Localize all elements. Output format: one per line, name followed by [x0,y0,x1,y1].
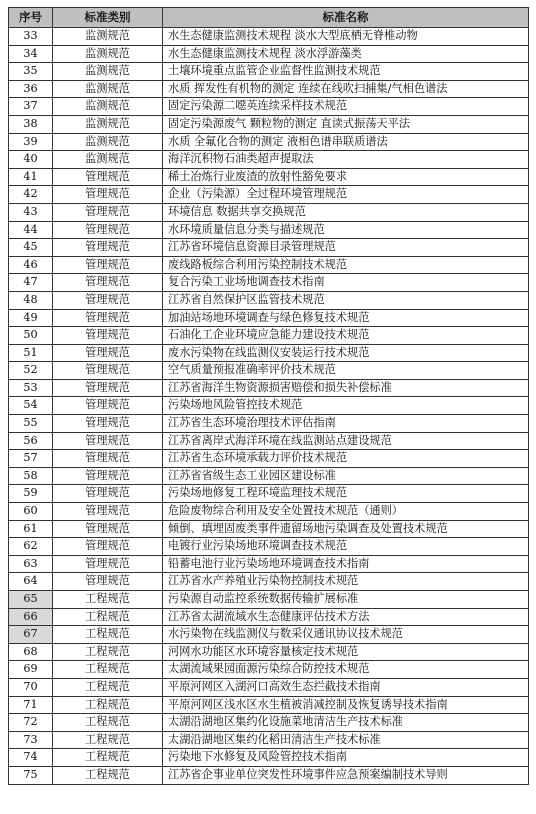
row-serial-number: 38 [9,115,53,133]
row-category: 监测规范 [53,80,163,98]
table-row [9,168,529,186]
table-row [9,608,529,626]
row-serial-number: 67 [9,626,53,644]
row-serial-number: 69 [9,661,53,679]
row-standard-name: 河网水功能区水环境容量核定技术规范 [163,643,529,661]
row-standard-name: 江苏省自然保护区监管技术规范 [163,291,529,309]
row-category: 管理规范 [53,573,163,591]
table-row [9,766,529,784]
table-body [9,28,529,785]
table-row [9,450,529,468]
table-row [9,186,529,204]
row-category: 管理规范 [53,432,163,450]
row-category: 管理规范 [53,503,163,521]
table-row [9,239,529,257]
row-standard-name: 平原河网区入湖河口高效生态拦截技术指南 [163,678,529,696]
row-serial-number: 46 [9,256,53,274]
table-row [9,678,529,696]
row-standard-name: 废线路板综合利用污染控制技术规范 [163,256,529,274]
row-serial-number: 47 [9,274,53,292]
table-row [9,80,529,98]
row-standard-name: 太湖沿湖地区集约化稻田清洁生产技术标准 [163,731,529,749]
table-row [9,379,529,397]
row-category: 管理规范 [53,450,163,468]
row-category: 管理规范 [53,203,163,221]
row-category: 工程规范 [53,661,163,679]
row-category: 工程规范 [53,608,163,626]
table-row [9,485,529,503]
row-category: 管理规范 [53,327,163,345]
row-standard-name: 加油站场地环境调查与绿色修复技术规范 [163,309,529,327]
row-standard-name: 污染场地修复工程环境监理技术规范 [163,485,529,503]
row-category: 监测规范 [53,115,163,133]
row-serial-number: 33 [9,28,53,46]
table-row [9,415,529,433]
row-serial-number: 73 [9,731,53,749]
row-serial-number: 75 [9,766,53,784]
row-standard-name: 空气质量预报准确率评价技术规范 [163,362,529,380]
row-serial-number: 40 [9,151,53,169]
row-serial-number: 74 [9,749,53,767]
row-standard-name: 江苏省环境信息资源目录管理规范 [163,239,529,257]
header-serial-number: 序号 [9,8,53,28]
row-standard-name: 废水污染物在线监测仪安装运行技术规范 [163,344,529,362]
row-serial-number: 60 [9,503,53,521]
table-row [9,45,529,63]
row-category: 管理规范 [53,520,163,538]
row-serial-number: 53 [9,379,53,397]
table-header [9,8,529,28]
row-standard-name: 污染地下水修复及风险管控技术指南 [163,749,529,767]
row-serial-number: 58 [9,467,53,485]
row-standard-name: 水生态健康监测技术规程 淡水大型底栖无脊椎动物 [163,28,529,46]
row-standard-name: 污染源自动监控系统数据传输扩展标准 [163,591,529,609]
row-category: 管理规范 [53,397,163,415]
row-standard-name: 平原河网区浅水区水生植被消减控制及恢复诱导技术指南 [163,696,529,714]
row-standard-name: 危险废物综合利用及安全处置技术规范（通则） [163,503,529,521]
row-category: 监测规范 [53,151,163,169]
row-serial-number: 64 [9,573,53,591]
table-row [9,591,529,609]
table-row [9,397,529,415]
row-category: 工程规范 [53,678,163,696]
table-row [9,115,529,133]
table-row [9,274,529,292]
row-standard-name: 江苏省生态环境治理技术评估指南 [163,415,529,433]
table-row [9,520,529,538]
row-category: 工程规范 [53,591,163,609]
table-row [9,643,529,661]
row-category: 管理规范 [53,168,163,186]
row-category: 管理规范 [53,186,163,204]
table-row [9,151,529,169]
row-serial-number: 65 [9,591,53,609]
row-category: 管理规范 [53,362,163,380]
row-serial-number: 49 [9,309,53,327]
row-serial-number: 59 [9,485,53,503]
row-serial-number: 61 [9,520,53,538]
row-category: 监测规范 [53,28,163,46]
table-row [9,28,529,46]
table-row [9,309,529,327]
row-serial-number: 35 [9,63,53,81]
table-row [9,327,529,345]
row-standard-name: 企业（污染源）全过程环境管理规范 [163,186,529,204]
row-category: 监测规范 [53,133,163,151]
row-serial-number: 43 [9,203,53,221]
row-serial-number: 48 [9,291,53,309]
table-row [9,503,529,521]
row-category: 工程规范 [53,749,163,767]
row-standard-name: 固定污染源二噁英连续采样技术规范 [163,98,529,116]
row-standard-name: 水污染物在线监测仪与数采仪通讯协议技术规范 [163,626,529,644]
row-serial-number: 41 [9,168,53,186]
standards-table-container [8,7,528,785]
row-category: 管理规范 [53,291,163,309]
table-row [9,731,529,749]
table-row [9,221,529,239]
table-row [9,538,529,556]
row-standard-name: 复合污染工业场地调查技术指南 [163,274,529,292]
row-serial-number: 37 [9,98,53,116]
row-category: 监测规范 [53,45,163,63]
row-serial-number: 70 [9,678,53,696]
row-serial-number: 52 [9,362,53,380]
row-category: 管理规范 [53,379,163,397]
row-standard-name: 环境信息 数据共享交换规范 [163,203,529,221]
table-row [9,133,529,151]
row-standard-name: 江苏省省级生态工业园区建设标准 [163,467,529,485]
header-standard-name: 标准名称 [163,8,529,28]
row-serial-number: 72 [9,714,53,732]
row-serial-number: 39 [9,133,53,151]
row-serial-number: 54 [9,397,53,415]
row-standard-name: 海洋沉积物石油类超声提取法 [163,151,529,169]
row-serial-number: 36 [9,80,53,98]
row-serial-number: 44 [9,221,53,239]
row-standard-name: 污染场地风险管控技术规范 [163,397,529,415]
row-category: 监测规范 [53,98,163,116]
table-row [9,362,529,380]
table-row [9,714,529,732]
table-row [9,573,529,591]
row-serial-number: 51 [9,344,53,362]
table-row [9,661,529,679]
row-category: 管理规范 [53,274,163,292]
row-standard-name: 倾倒、填埋固废类事件遗留场地污染调查及处置技术规范 [163,520,529,538]
row-category: 工程规范 [53,731,163,749]
table-row [9,291,529,309]
table-row [9,749,529,767]
row-standard-name: 稀土冶炼行业废渣的放射性豁免要求 [163,168,529,186]
row-category: 工程规范 [53,696,163,714]
standards-table [8,7,529,785]
row-serial-number: 55 [9,415,53,433]
row-category: 管理规范 [53,221,163,239]
table-row [9,626,529,644]
header-row [9,8,529,28]
row-category: 工程规范 [53,714,163,732]
table-row [9,696,529,714]
row-category: 工程规范 [53,626,163,644]
row-standard-name: 江苏省离岸式海洋环境在线监测站点建设规范 [163,432,529,450]
row-serial-number: 50 [9,327,53,345]
row-category: 监测规范 [53,63,163,81]
table-row [9,98,529,116]
row-category: 管理规范 [53,344,163,362]
header-category: 标准类别 [53,8,163,28]
table-row [9,203,529,221]
row-standard-name: 水生态健康监测技术规程 淡水浮游藻类 [163,45,529,63]
row-standard-name: 石油化工企业环境应急能力建设技术规范 [163,327,529,345]
row-standard-name: 江苏省海洋生物资源损害赔偿和损失补偿标准 [163,379,529,397]
row-standard-name: 水质 挥发性有机物的测定 连续在线吹扫捕集/气相色谱法 [163,80,529,98]
row-serial-number: 56 [9,432,53,450]
row-category: 管理规范 [53,256,163,274]
row-serial-number: 63 [9,555,53,573]
row-category: 管理规范 [53,555,163,573]
table-row [9,467,529,485]
row-standard-name: 江苏省水产养殖业污染物控制技术规范 [163,573,529,591]
row-standard-name: 铅蓄电池行业污染场地环境调查技术指南 [163,555,529,573]
row-category: 管理规范 [53,239,163,257]
row-standard-name: 固定污染源废气 颗粒物的测定 直读式振荡天平法 [163,115,529,133]
row-serial-number: 71 [9,696,53,714]
table-row [9,63,529,81]
row-standard-name: 江苏省太湖流域水生态健康评估技术方法 [163,608,529,626]
row-serial-number: 68 [9,643,53,661]
row-standard-name: 太湖沿湖地区集约化设施菜地清洁生产技术标准 [163,714,529,732]
row-category: 管理规范 [53,415,163,433]
row-standard-name: 水质 全氟化合物的测定 液相色谱串联质谱法 [163,133,529,151]
row-category: 管理规范 [53,485,163,503]
table-row [9,555,529,573]
row-serial-number: 57 [9,450,53,468]
row-category: 工程规范 [53,766,163,784]
row-category: 工程规范 [53,643,163,661]
table-row [9,344,529,362]
row-standard-name: 水环境质量信息分类与描述规范 [163,221,529,239]
row-standard-name: 江苏省生态环境承载力评价技术规范 [163,450,529,468]
row-serial-number: 34 [9,45,53,63]
row-standard-name: 太湖流域果园面源污染综合防控技术规范 [163,661,529,679]
table-row [9,432,529,450]
row-serial-number: 42 [9,186,53,204]
row-standard-name: 江苏省企事业单位突发性环境事件应急预案编制技术导则 [163,766,529,784]
row-standard-name: 土壤环境重点监管企业监督性监测技术规范 [163,63,529,81]
row-category: 管理规范 [53,309,163,327]
row-serial-number: 62 [9,538,53,556]
row-standard-name: 电镀行业污染场地环境调查技术规范 [163,538,529,556]
table-row [9,256,529,274]
row-category: 管理规范 [53,538,163,556]
row-serial-number: 45 [9,239,53,257]
row-serial-number: 66 [9,608,53,626]
row-category: 管理规范 [53,467,163,485]
